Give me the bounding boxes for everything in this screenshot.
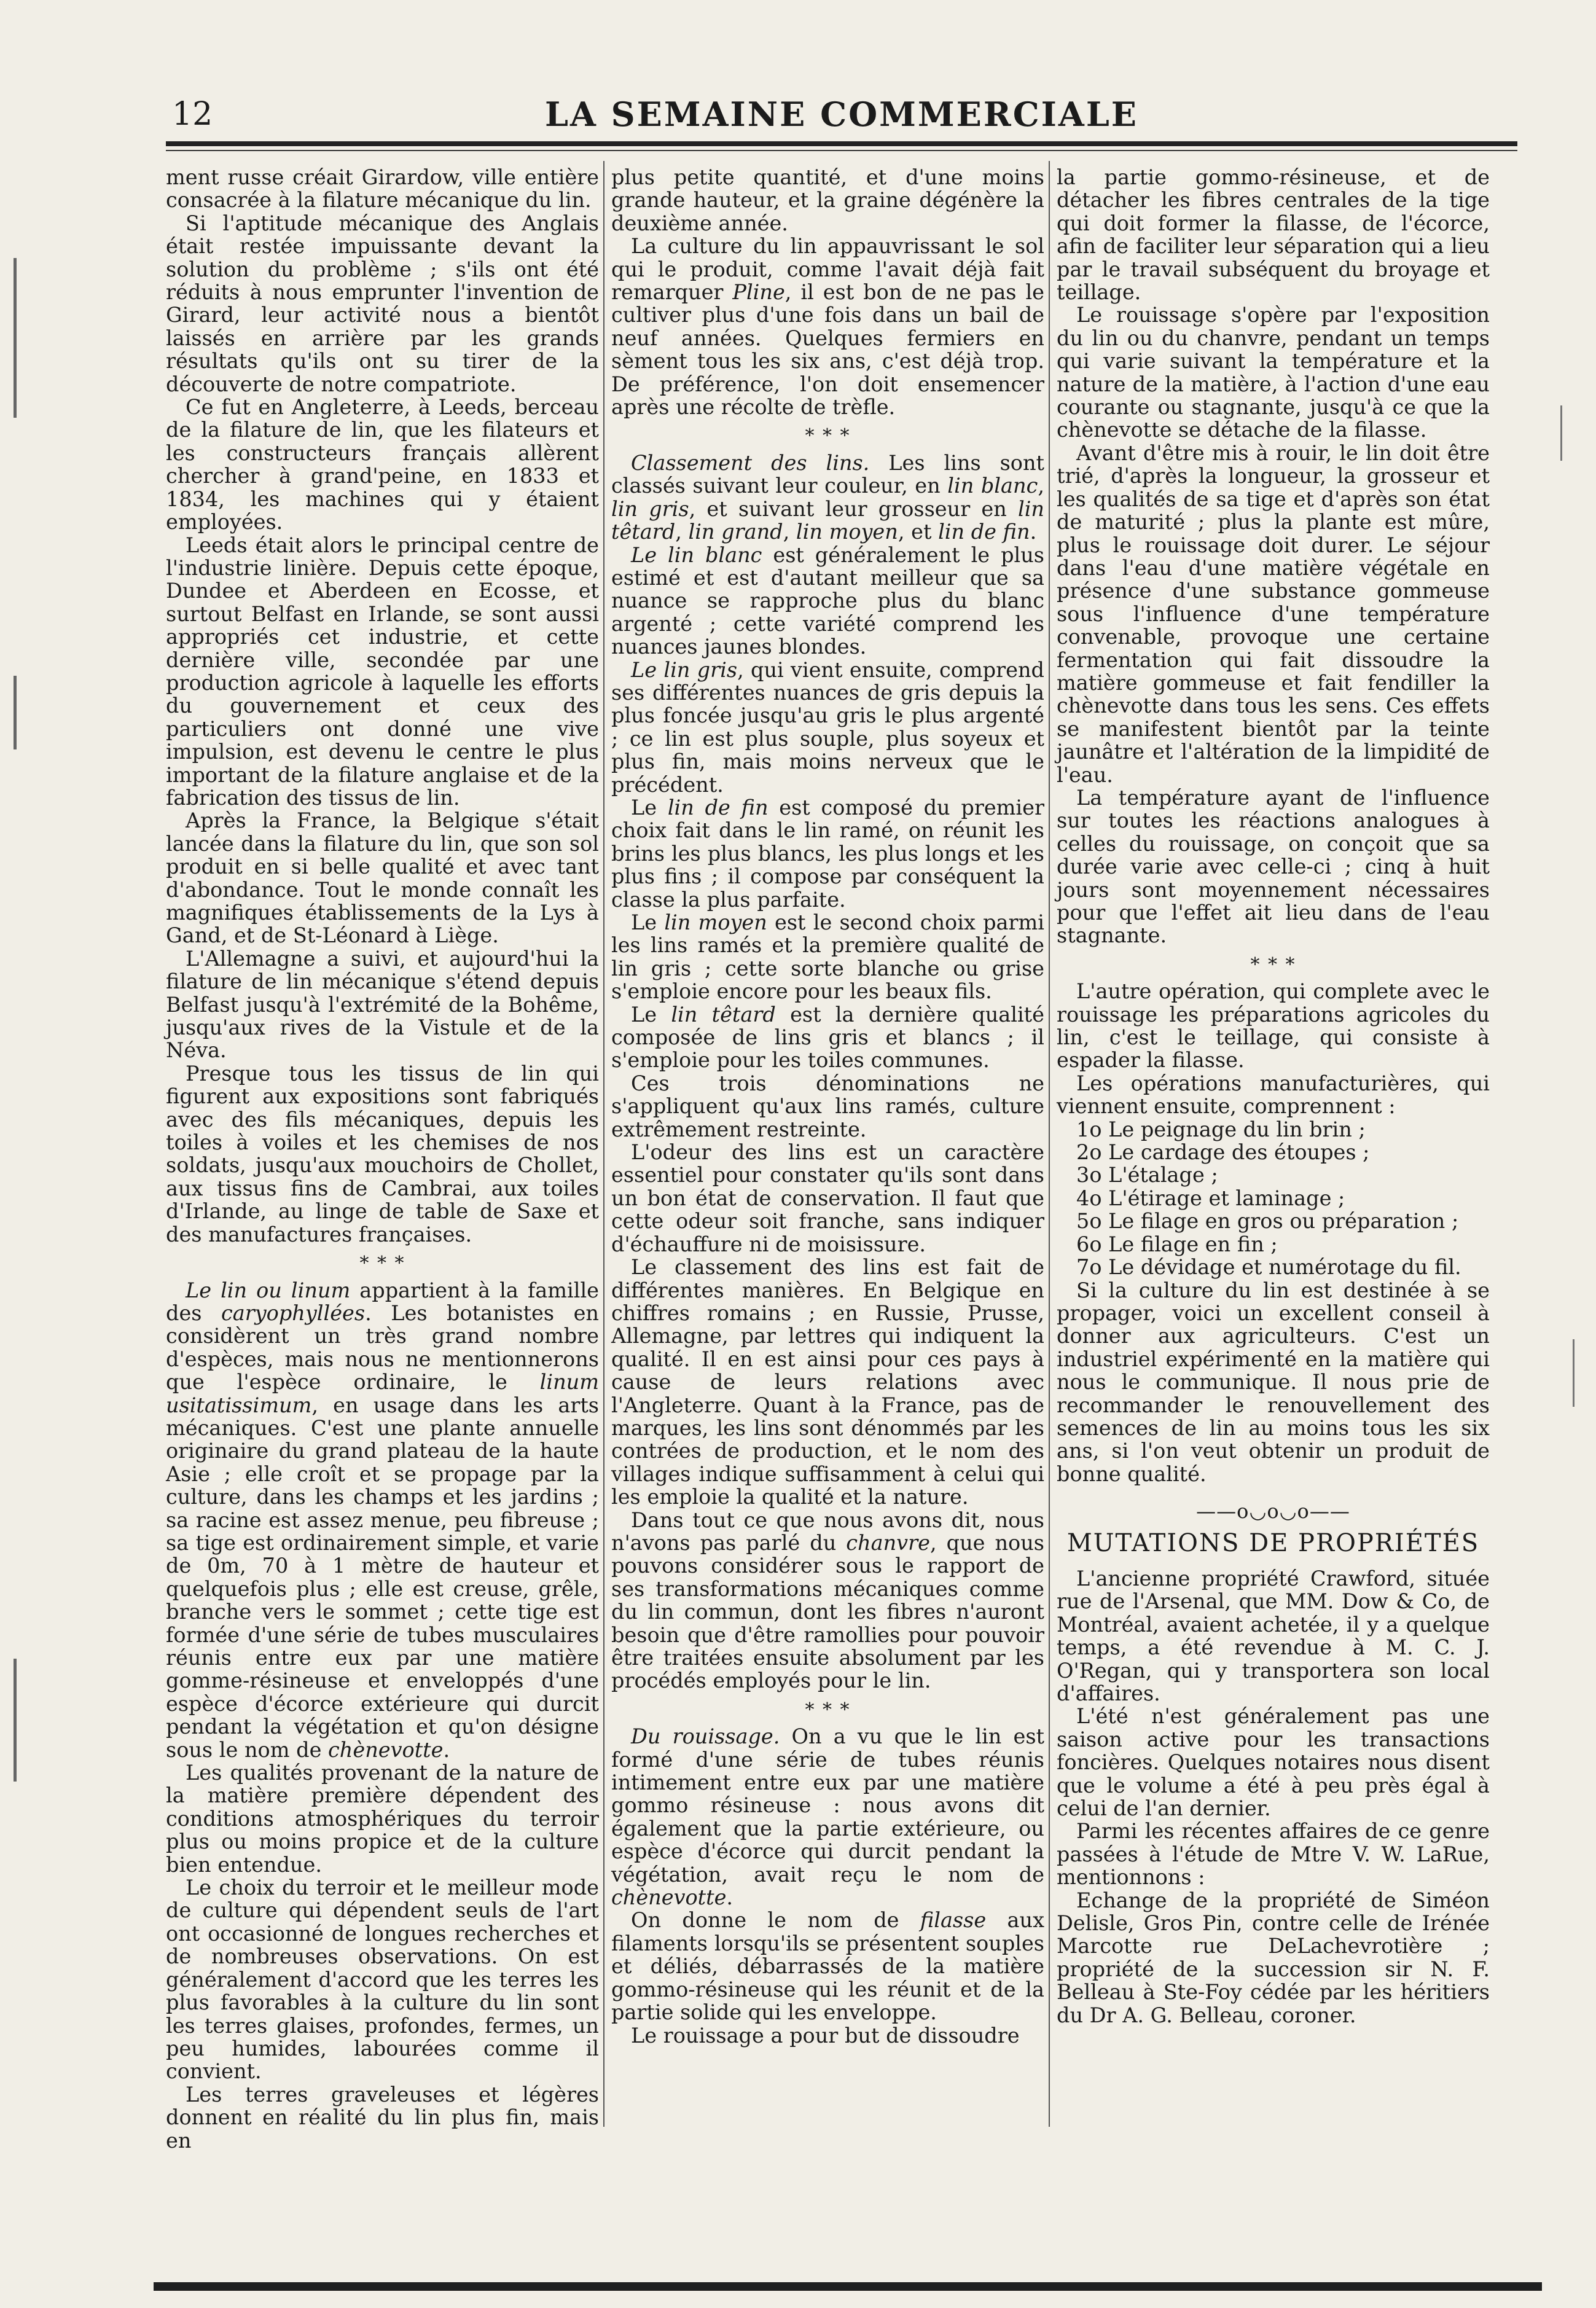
italic-term: Le lin blanc: [631, 542, 762, 567]
page-number: 12: [172, 96, 213, 133]
paragraph: Si l'aptitude mécanique des Anglais était restée impuissante devant la solution du problème ; s'ils ont été réduits à nous emprunter l'invention de Girard, leur activité nous a bientôt laissés en arrière par les grands résultats qu'ils ont su tirer de la découverte de notre compatriote.: [166, 211, 599, 396]
list-item: 3o L'étalage ;: [1076, 1163, 1218, 1187]
paragraph: L'ancienne propriété Crawford, située rue de l'Arsenal, que MM. Dow & Co, de Montréal, avaient achetée, il y a quelque temps, a été revendue à M. C. J. O'Regan, qui y transportera son local d'affaires.: [1057, 1566, 1490, 1705]
paragraph: L'autre opération, qui complete avec le rouissage les préparations agricoles du lin, c'est le teillage, qui consiste à espader la filasse.: [1057, 979, 1490, 1073]
paragraph: Les terres graveleuses et légères donnent en réalité du lin plus fin, mais en: [166, 2082, 599, 2153]
paragraph: La température ayant de l'influence sur toutes les réactions analogues à celles du rouissage, on conçoit que sa durée varie avec celle-ci ; cinq à huit jours sont moyennement nécessaires pour que l'effet ait lieu dans de l'eau stagnante.: [1057, 785, 1490, 948]
paragraph: plus petite quantité, et d'une moins grande hauteur, et la graine dégénère la deuxième année.: [611, 165, 1044, 235]
paragraph: Les opérations manufacturières, qui viennent ensuite, comprennent :: [1057, 1071, 1490, 1119]
scan-edge-mark: [1560, 405, 1562, 461]
column-rule-2: [1049, 161, 1050, 2127]
paragraph: Le rouissage a pour but de dissoudre: [631, 2023, 1020, 2048]
italic-term: chènevotte: [611, 1885, 727, 1910]
text-run: Le: [631, 910, 665, 934]
paragraph-rouissage: [611, 1725, 1044, 1909]
text-run: On donne le nom de: [631, 1908, 920, 1933]
italic-term: lin blanc: [947, 474, 1038, 498]
header-rule-thin: [166, 150, 1517, 151]
italic-term: caryophyllées: [221, 1301, 366, 1325]
italic-term: lin de fin: [938, 520, 1030, 544]
paragraph: [611, 1909, 1044, 2024]
text-run: , et: [898, 520, 939, 544]
column-2: [611, 166, 1044, 2047]
text-run: est la dernière qualité composée de lins gris et blancs ; il s'emploie pour les toiles communes.: [611, 1002, 1044, 1073]
scan-edge-mark: [14, 676, 17, 749]
paragraph: L'Allemagne a suivi, et aujourd'hui la filature de lin mécanique s'étend depuis Belfast jusqu'à l'extrémité de la Bohême, jusqu'aux rives de la Vistule et de la Néva.: [166, 946, 599, 1063]
section-separator: ——o◡o◡o——: [1196, 1500, 1350, 1524]
text-run: , en usage dans les arts mécaniques. C'est une plante annuelle originaire du grand plateau de la haute Asie ; elle croît et se propage par la culture, dans les champs et les jardins ; sa racine est assez menue, peu fibreuse ; sa tige est ordinairement simple, et varie de 0m, 70 à 1 mètre de hauteur et quelquefois plus ; elle est creuse, grêle, branche vers le sommet ; cette tige est formée d'une série de tubes musculaires réunis entre eux par une matière gomme-résineuse et enveloppés d'une espèce d'écorce extérieure qui durcit pendant la végétation et qu'on désigne sous le nom de: [166, 1393, 599, 1762]
text-run: .: [726, 1885, 733, 1910]
italic-heading: Classement des lins.: [631, 450, 870, 475]
paragraph: Ce fut en Angleterre, à Leeds, berceau de la filature de lin, que les filateurs et les constructeurs français allèrent chercher à grand'peine, en 1833 et 1834, les machines qui y étaient employées.: [166, 395, 599, 534]
text-run: , que nous pouvons considérer sous le rapport de ses transformations mécaniques comme du lin commun, dont les fibres n'auront besoin que d'être ramollies pour pouvoir être traitées ensuite absolument par les procédés employés pour le lin.: [611, 1530, 1044, 1693]
italic-term: chanvre: [846, 1530, 930, 1555]
paragraph: [611, 235, 1044, 418]
asterism-divider: * * *: [805, 425, 851, 447]
paragraph: [611, 659, 1044, 796]
paragraph: [611, 1003, 1044, 1072]
text-run: appartient à la famille des: [166, 1278, 599, 1325]
text-run: Le: [631, 795, 668, 820]
section-title: MUTATIONS DE PROPRIÉTÉS: [1066, 1528, 1480, 1557]
paragraph: Parmi les récentes affaires de ce genre passées à l'étude de Mtre V. W. LaRue, mentionnons :: [1057, 1819, 1490, 1890]
text-run: ,: [1038, 474, 1044, 498]
list-item: 6o Le filage en fin ;: [1076, 1232, 1278, 1256]
list-item: 4o L'étirage et laminage ;: [1076, 1186, 1345, 1210]
paragraph: ment russe créait Girardow, ville entière consacrée à la filature mécanique du lin.: [166, 165, 599, 213]
asterism-divider: * * *: [1250, 953, 1296, 976]
italic-term: lin gris: [611, 496, 689, 521]
italic-term: lin grand: [688, 520, 783, 544]
italic-term: Le lin ou linum: [186, 1278, 351, 1302]
paragraph-lin-famille: [166, 1279, 599, 1762]
text-run: .: [443, 1737, 450, 1762]
paragraph: Si la culture du lin est destinée à se propager, voici un excellent conseil à donner aux agriculteurs. C'est un industriel expérimenté en la matière qui nous le communique. Il nous prie de recommander le renouvellement des semences de lin au moins tous les six ans, si l'on veut obtenir un produit de bonne qualité.: [1057, 1278, 1490, 1486]
bottom-scan-border: [154, 2282, 1542, 2291]
paragraph: Avant d'être mis à rouir, le lin doit être trié, d'après la longueur, la grosseur et les qualités de sa tige et d'après son état de maturité ; plus la plante est mûre, plus le rouissage doit durer. Le séjour dans l'eau d'une matière végétale en présence d'une substance gommeuse sous l'influence d'une température convenable, provoque une certaine fermentation qui fait dissoudre la matière gommeuse et fait fendiller la chènevotte dans tous les sens. Ces effets se manifestent bientôt par la teinte jaunâtre et l'altération de la limpidité de l'eau.: [1057, 440, 1490, 787]
text-run: ,: [783, 520, 796, 544]
asterism-divider: * * *: [359, 1253, 405, 1275]
scan-edge-mark: [14, 1659, 17, 1782]
text-run: est le second choix parmi les lins ramés et la première qualité de lin gris ; cette sorte blanche ou grise s'emploie encore pour les beaux fils.: [611, 910, 1044, 1004]
text-run: , et suivant leur grosseur en: [689, 496, 1018, 521]
paragraph: Le choix du terroir et le meilleur mode de culture qui dépendent seuls de l'art ont occasionné de longues recherches et de nombreuses observations. On est généralement d'accord que les terres les plus favorables à la culture du lin sont les terres glaises, profondes, fermes, un peu humides, labourées comme il convient.: [166, 1876, 599, 2084]
text-run: , qui vient ensuite, comprend ses différentes nuances de gris depuis la plus foncée jusqu'au gris le plus argenté ; ce lin est plus souple, plus soyeux et plus fin, mais moins nerveux que le précédent.: [611, 657, 1044, 797]
italic-term: lin têtard: [671, 1002, 776, 1027]
italic-term: Pline: [732, 280, 785, 305]
text-run: La culture du lin appauvrissant le sol qui le produit, comme l'avait déjà fait remarquer: [611, 234, 1044, 305]
text-run: Le: [631, 1002, 671, 1027]
italic-term: lin moyen: [664, 910, 767, 934]
italic-term: filasse: [920, 1908, 987, 1933]
paragraph: Le rouissage s'opère par l'exposition du lin ou du chanvre, pendant un temps qui varie suivant la température et la nature de la matière, à l'action d'une eau courante ou stagnante, jusqu'à ce que la chènevotte se détache de la filasse.: [1057, 303, 1490, 442]
list-item: 5o Le filage en gros ou préparation ;: [1076, 1209, 1459, 1234]
paragraph-classement: [611, 452, 1044, 544]
journal-title: LA SEMAINE COMMERCIALE: [545, 95, 1138, 134]
paragraph: Le classement des lins est fait de différentes manières. En Belgique en chiffres romains ; en Russie, Prusse, Allemagne, par lettres qui indiquent la qualité. Il en est ainsi pour ces pays à cause de leurs relations avec l'Angleterre. Quant à la France, pas de marques, les lins sont dénommés par les contrées de production, et le nom des villages indique suffisamment à celui qui les emploie la qualité et la nature.: [611, 1255, 1044, 1509]
text-run: . Les botanistes en considèrent un très grand nombre d'espèces, mais nous ne mentionnerons que l'espèce ordinaire, le: [166, 1301, 599, 1395]
paragraph: [611, 911, 1044, 1003]
list-item: 7o Le dévidage et numérotage du fil.: [1076, 1255, 1461, 1280]
italic-term: lin de fin: [667, 795, 769, 820]
paragraph: [611, 544, 1044, 659]
page-header: [166, 92, 1517, 135]
paragraph: Les qualités provenant de la nature de la matière première dépendent des conditions atmosphériques du terroir plus ou moins propice et de la culture bien entendue.: [166, 1761, 599, 1877]
italic-term: lin têtard: [611, 496, 1044, 544]
list-item: 2o Le cardage des étoupes ;: [1076, 1140, 1370, 1165]
paragraph: [611, 1509, 1044, 1692]
paragraph: L'odeur des lins est un caractère essentiel pour constater qu'ils sont dans un bon état de conservation. Il faut que cette odeur soit franche, sans indiquer d'échauffure ni de moisissure.: [611, 1140, 1044, 1256]
paragraph: la partie gommo-résineuse, et de détacher les fibres centrales de la tige qui doit former la filasse, de l'écorce, afin de faciliter leur séparation qui a lieu par le travail subséquent du broyage et teillage.: [1057, 165, 1490, 305]
paragraph: Presque tous les tissus de lin qui figurent aux expositions sont fabriqués avec des fils mécaniques, depuis les toiles à voiles et les chemises de nos soldats, jusqu'aux mouchoirs de Chollet, aux tissus fins de Cambrai, aux toiles d'Irlande, au linge de table de Saxe et des manufactures françaises.: [166, 1061, 599, 1246]
paragraph: Leeds était alors le principal centre de l'industrie linière. Depuis cette époque, Dundee et Aberdeen en Ecosse, et surtout Belfast en Irlande, se sont aussi appropriés cet industrie, et cette dernière ville, secondée par une production agricole à laquelle les efforts du gouvernement et ceux des particuliers ont donné une vive impulsion, est devenu le centre le plus important de la filature anglaise et de la fabrication des tissus de lin.: [166, 533, 599, 810]
italic-heading: Du rouissage.: [631, 1724, 780, 1749]
list-item: 1o Le peignage du lin brin ;: [1076, 1117, 1366, 1141]
text-run: .: [1030, 520, 1037, 544]
paragraph: [611, 796, 1044, 911]
column-3: [1057, 166, 1490, 2027]
column-1: [166, 166, 599, 2152]
text-run: On a vu que le lin est formé d'une série de tubes réunis intimement entre eux par une matière gommo résineuse : nous avons dit également que la partie extérieure, ou espèce d'écorce qui durcit pendant la végétation, avait reçu le nom de: [611, 1724, 1044, 1887]
paragraph: L'été n'est généralement pas une saison active pour les transactions foncières. Quelques notaires nous disent que le volume a été à peu près égal à celui de l'an dernier.: [1057, 1704, 1490, 1821]
scan-edge-mark: [14, 258, 17, 418]
column-rule-1: [603, 161, 604, 2127]
scan-edge-mark: [1573, 1339, 1574, 1407]
text-run: Dans tout ce que nous avons dit, nous n'avons pas parlé du: [611, 1508, 1044, 1555]
italic-term: linum usitatissimum: [166, 1370, 599, 1417]
text-run: est composé du premier choix fait dans le lin ramé, on réunit les brins les plus blancs, les plus longs et les plus fins ; il compose par conséquent la classe la plus parfaite.: [611, 795, 1044, 912]
text-run: , il est bon de ne pas le cultiver plus d'une fois dans un bail de neuf années. Quelques fermiers en sèment tous les six ans, c'est déjà trop. De préférence, l'on doit ensemencer après une récolte de trèfle.: [611, 280, 1044, 420]
text-run: aux filaments lorsqu'ils se présentent souples et déliés, débarrassés de la matière gommo-résineuse qui les réunit et de la partie solide qui les enveloppe.: [611, 1908, 1044, 2025]
operations-list: [1057, 1118, 1490, 1279]
italic-term: Le lin gris: [631, 657, 738, 682]
italic-term: chènevotte: [328, 1737, 444, 1762]
paragraph: Après la France, la Belgique s'était lancée dans la filature du lin, que son sol produit en si belle qualité et avec tant d'abondance. Tout le monde connaît les magnifiques établissements de la Lys à Gand, et de St-Léonard à Liège.: [166, 808, 599, 948]
text-run: Les lins sont classés suivant leur couleur, en: [611, 450, 1044, 498]
text-run: est généralement le plus estimé et est d'autant meilleur que sa nuance se rapproche plus du blanc argenté ; cette variété comprend les nuances jaunes blondes.: [611, 542, 1044, 659]
text-run: ,: [675, 520, 689, 544]
asterism-divider: * * *: [805, 1699, 851, 1721]
header-rule-thick: [166, 141, 1517, 146]
paragraph: Ces trois dénominations ne s'appliquent qu'aux lins ramés, culture extrêmement restreinte.: [611, 1071, 1044, 1141]
paragraph: Echange de la propriété de Siméon Delisle, Gros Pin, contre celle de Irénée Marcotte rue DeLachevrotière ; propriété de la succession sir N. F. Belleau à Ste-Foy cédée par les héritiers du Dr A. G. Belleau, coroner.: [1057, 1888, 1490, 2027]
italic-term: lin moyen: [796, 520, 898, 544]
